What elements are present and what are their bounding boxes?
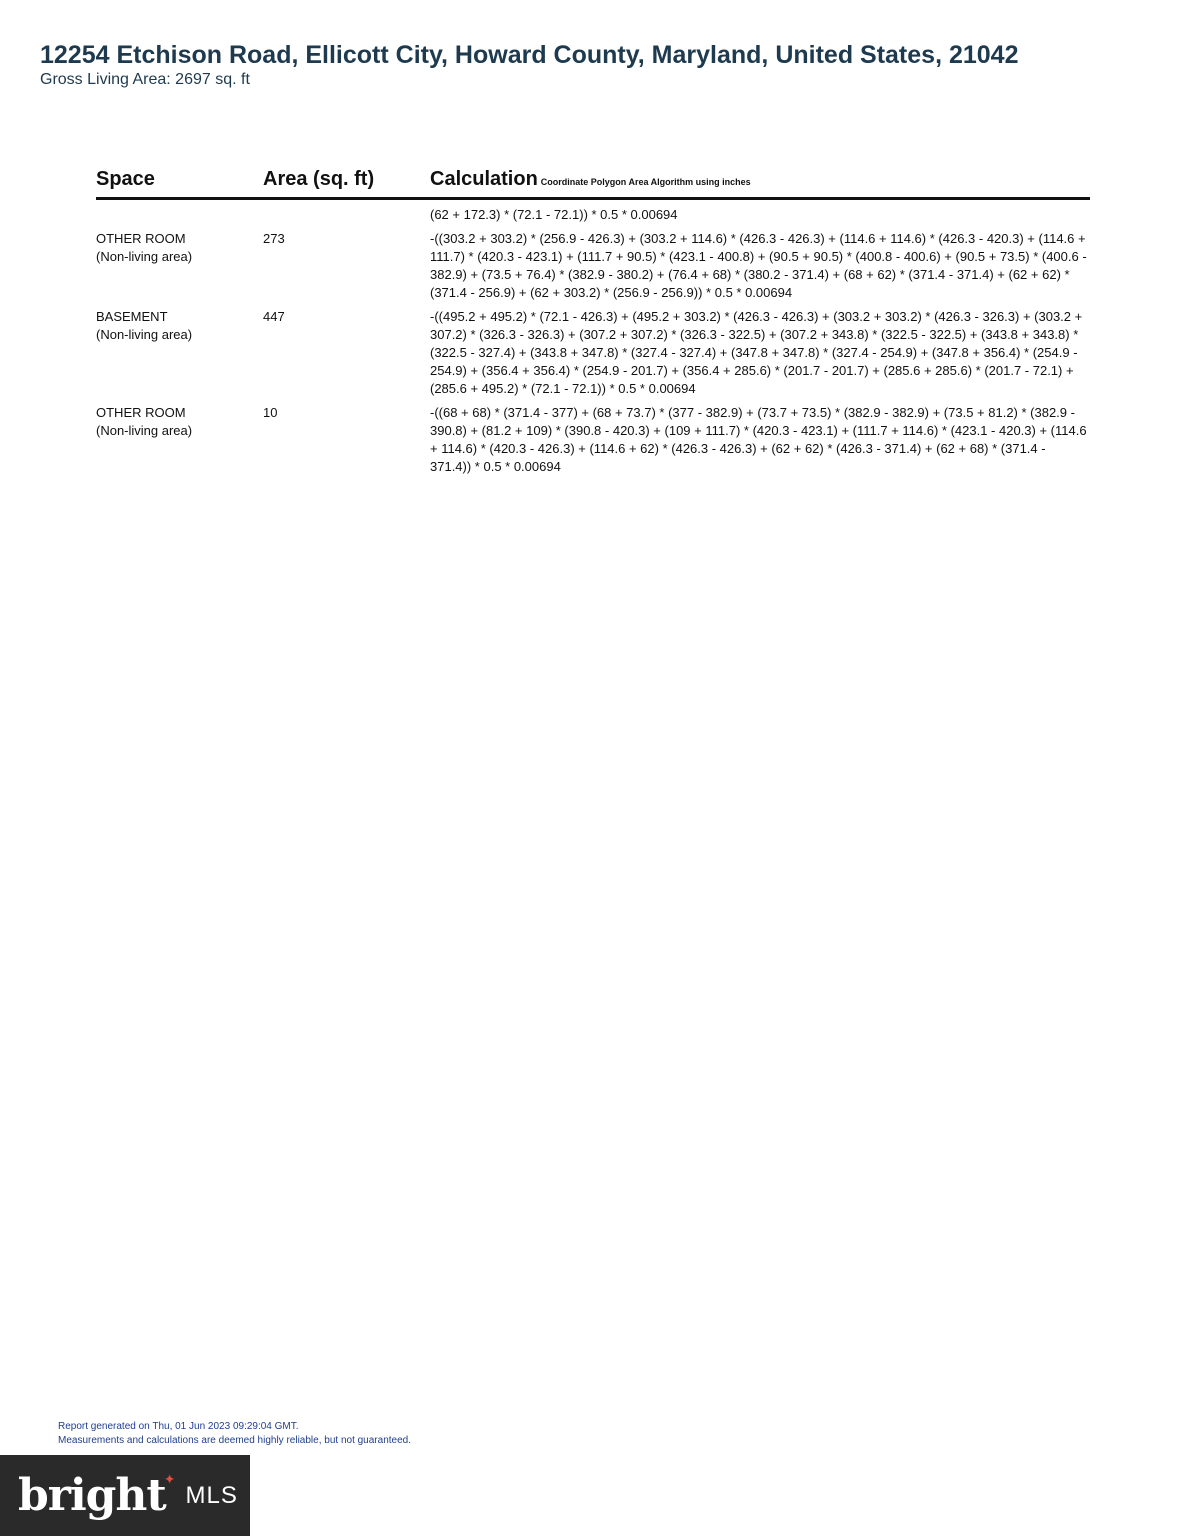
space-cell xyxy=(96,206,263,224)
space-name: OTHER ROOM xyxy=(96,231,186,246)
area-cell: 10 xyxy=(263,405,278,420)
space-name: OTHER ROOM xyxy=(96,405,186,420)
space-cell xyxy=(96,308,263,398)
logo-brand-text: bright xyxy=(18,1470,166,1521)
calculation-cell: (62 + 172.3) * (72.1 - 72.1)) * 0.5 * 0.00694 xyxy=(430,207,678,222)
calculation-label: Calculation xyxy=(430,168,538,190)
area-cell: 447 xyxy=(263,309,285,324)
space-type: (Non-living area) xyxy=(96,423,193,438)
column-header-area: Area (sq. ft) xyxy=(263,168,375,190)
table-header xyxy=(96,168,1090,200)
area-cell xyxy=(263,206,430,224)
bright-mls-logo xyxy=(0,1455,250,1536)
table-row xyxy=(96,308,1090,398)
column-header-calculation xyxy=(430,168,1090,191)
report-generated-note: Report generated on Thu, 01 Jun 2023 09:29:04 GMT. xyxy=(58,1421,299,1432)
space-name: BASEMENT xyxy=(96,309,168,324)
calculation-cell: -((495.2 + 495.2) * (72.1 - 426.3) + (495.2 + 303.2) * (426.3 - 426.3) + (303.2 + 303.2) * (426.3 - 326.3) + (303.2 + 307.2) * (326.3 - 326.3) + (307.2 + 307.2) * (326.3 - 322.5) + (307.2 + 343.8) * (322.5 - 322.5) + (343.8 + 343.8) * (322.5 - 327.4) + (343.8 + 347.8) * (327.4 - 327.4) + (347.8 + 347.8) * (327.4 - 254.9) + (347.8 + 356.4) * (254.9 - 254.9) + (356.4 + 356.4) * (254.9 - 201.7) + (356.4 + 285.6) * (201.7 - 201.7) + (285.6 + 285.6) * (201.7 - 72.1) + (285.6 + 495.2) * (72.1 - 72.1)) * 0.5 * 0.00694 xyxy=(430,309,1083,396)
column-header-space: Space xyxy=(96,168,155,190)
space-type: (Non-living area) xyxy=(96,327,193,342)
calculation-method-note: Coordinate Polygon Area Algorithm using inches xyxy=(540,177,751,187)
space-type: (Non-living area) xyxy=(96,249,193,264)
property-address-title: 12254 Etchison Road, Ellicott City, Howard County, Maryland, United States, 21042 xyxy=(40,41,1019,69)
logo-suffix-text: MLS xyxy=(185,1481,238,1509)
disclaimer-note: Measurements and calculations are deemed highly reliable, but not guaranteed. xyxy=(58,1435,411,1446)
space-cell xyxy=(96,230,263,302)
report-footer xyxy=(58,1420,411,1448)
table-row xyxy=(96,206,1090,224)
table-row xyxy=(96,230,1090,302)
area-calculation-table xyxy=(96,168,1090,476)
calculation-cell: -((303.2 + 303.2) * (256.9 - 426.3) + (303.2 + 114.6) * (426.3 - 426.3) + (114.6 + 114.6) * (426.3 - 420.3) + (114.6 + 111.7) * (420.3 - 423.1) + (111.7 + 90.5) * (423.1 - 400.8) + (90.5 + 90.5) * (400.8 - 400.6) + (90.5 + 73.5) * (400.6 - 382.9) + (73.5 + 76.4) * (382.9 - 380.2) + (76.4 + 68) * (380.2 - 371.4) + (68 + 62) * (371.4 - 371.4) + (62 + 62) * (371.4 - 256.9) + (62 + 303.2) * (256.9 - 256.9)) * 0.5 * 0.00694 xyxy=(430,231,1087,300)
report-header xyxy=(40,40,1018,90)
table-row xyxy=(96,404,1090,476)
space-cell xyxy=(96,404,263,476)
calculation-cell: -((68 + 68) * (371.4 - 377) + (68 + 73.7) * (377 - 382.9) + (73.7 + 73.5) * (382.9 - 382.9) + (73.5 + 81.2) * (382.9 - 390.8) + (81.2 + 109) * (390.8 - 420.3) + (109 + 111.7) * (420.3 - 423.1) + (111.7 + 114.6) * (423.1 - 420.3) + (114.6 + 114.6) * (420.3 - 426.3) + (114.6 + 62) * (426.3 - 426.3) + (62 + 62) * (426.3 - 371.4) + (62 + 68) * (371.4 - 371.4)) * 0.5 * 0.00694 xyxy=(430,405,1087,474)
gross-living-area: Gross Living Area: 2697 sq. ft xyxy=(40,71,250,88)
area-cell: 273 xyxy=(263,231,285,246)
logo-spark-icon: ✦ xyxy=(163,1471,176,1487)
